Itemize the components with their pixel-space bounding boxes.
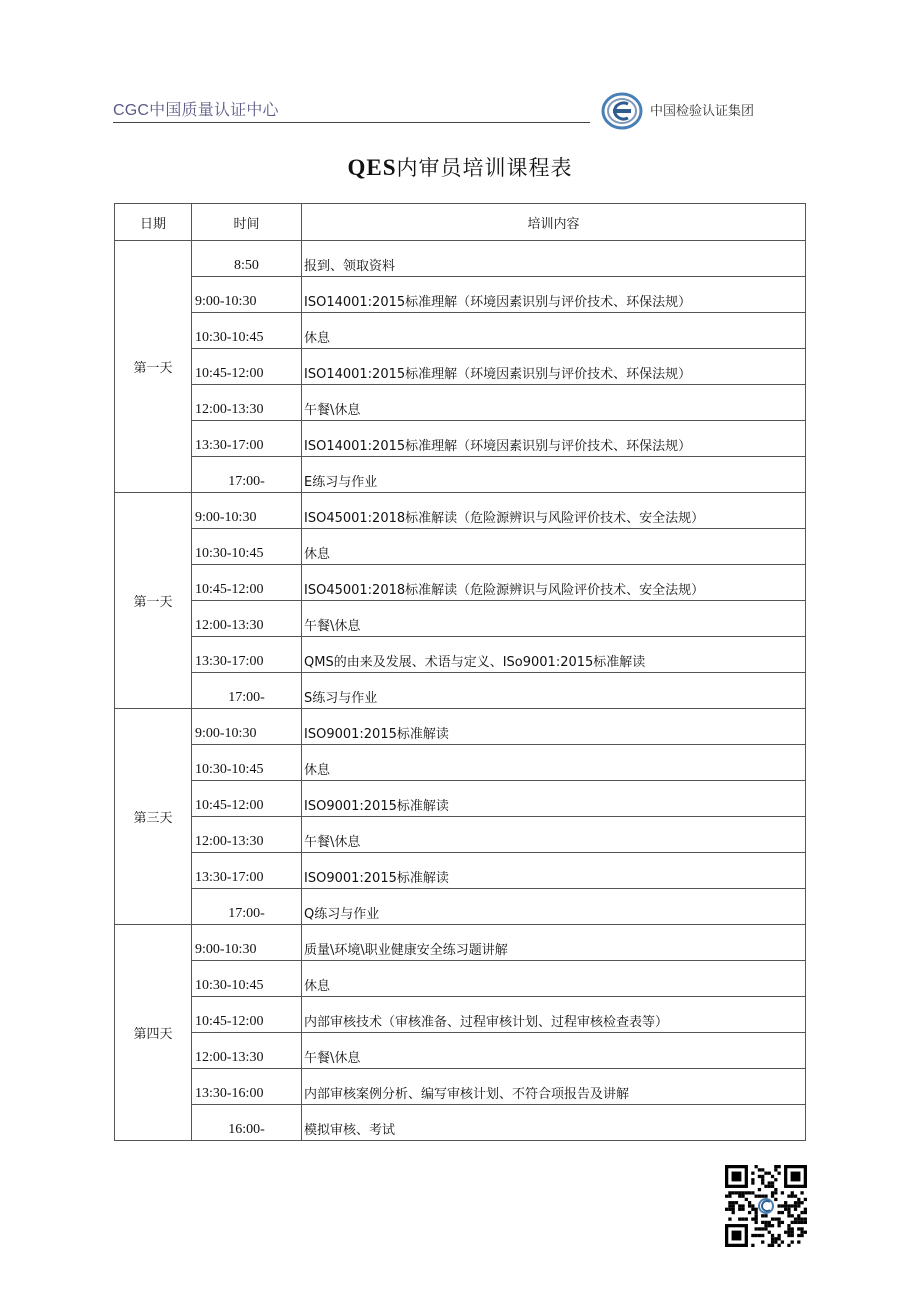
table-row xyxy=(115,1105,806,1141)
time-cell: 17:00- xyxy=(192,673,302,709)
page-title xyxy=(0,152,920,182)
content-cell: ISO9001:2015标准解读 xyxy=(302,853,806,889)
table-row xyxy=(115,889,806,925)
time-cell: 9:00-10:30 xyxy=(192,493,302,529)
schedule-body xyxy=(115,241,806,1141)
time-cell: 10:30-10:45 xyxy=(192,313,302,349)
table-row xyxy=(115,493,806,529)
table-row xyxy=(115,745,806,781)
header-time: 时间 xyxy=(192,204,302,241)
content-cell: 午餐\休息 xyxy=(302,601,806,637)
table-row xyxy=(115,529,806,565)
content-cell: 休息 xyxy=(302,313,806,349)
title-code: QES xyxy=(347,155,397,180)
time-cell: 9:00-10:30 xyxy=(192,709,302,745)
content-cell: 午餐\休息 xyxy=(302,1033,806,1069)
content-cell: 报到、领取资料 xyxy=(302,241,806,277)
title-text: 内审员培训课程表 xyxy=(396,156,573,180)
time-cell: 12:00-13:30 xyxy=(192,601,302,637)
header-divider xyxy=(113,122,590,123)
header-group-name: 中国检验认证集团 xyxy=(650,103,755,118)
table-row xyxy=(115,385,806,421)
table-row xyxy=(115,817,806,853)
time-cell: 8:50 xyxy=(192,241,302,277)
time-cell: 9:00-10:30 xyxy=(192,925,302,961)
header-org-name: CGC中国质量认证中心 xyxy=(113,102,279,119)
table-row xyxy=(115,313,806,349)
time-cell: 13:30-17:00 xyxy=(192,637,302,673)
day-label: 第四天 xyxy=(115,925,192,1141)
time-cell: 10:45-12:00 xyxy=(192,565,302,601)
day-label: 第一天 xyxy=(115,493,192,709)
content-cell: ISO45001:2018标准解读（危险源辨识与风险评价技术、安全法规） xyxy=(302,493,806,529)
content-cell: ISO14001:2015标准理解（环境因素识别与评价技术、环保法规） xyxy=(302,277,806,313)
time-cell: 12:00-13:30 xyxy=(192,385,302,421)
table-header-row xyxy=(115,204,806,241)
time-cell: 10:30-10:45 xyxy=(192,745,302,781)
time-cell: 13:30-16:00 xyxy=(192,1069,302,1105)
content-cell: QMS的由来及发展、术语与定义、ISo9001:2015标准解读 xyxy=(302,637,806,673)
time-cell: 9:00-10:30 xyxy=(192,277,302,313)
table-row xyxy=(115,349,806,385)
header-content: 培训内容 xyxy=(302,204,806,241)
content-cell: 模拟审核、考试 xyxy=(302,1105,806,1141)
content-cell: S练习与作业 xyxy=(302,673,806,709)
time-cell: 12:00-13:30 xyxy=(192,817,302,853)
content-cell: 质量\环境\职业健康安全练习题讲解 xyxy=(302,925,806,961)
time-cell: 13:30-17:00 xyxy=(192,853,302,889)
header-date: 日期 xyxy=(115,204,192,241)
table-row xyxy=(115,853,806,889)
content-cell: 内部审核技术（审核准备、过程审核计划、过程审核检查表等） xyxy=(302,997,806,1033)
content-cell: 休息 xyxy=(302,961,806,997)
ccic-logo-icon xyxy=(601,92,643,130)
content-cell: 午餐\休息 xyxy=(302,385,806,421)
table-row xyxy=(115,637,806,673)
time-cell: 16:00- xyxy=(192,1105,302,1141)
table-row xyxy=(115,457,806,493)
schedule-table xyxy=(114,203,806,1141)
table-row xyxy=(115,1069,806,1105)
qr-code-icon xyxy=(725,1165,807,1247)
content-cell: ISO9001:2015标准解读 xyxy=(302,709,806,745)
day-label: 第三天 xyxy=(115,709,192,925)
content-cell: 休息 xyxy=(302,745,806,781)
table-row xyxy=(115,673,806,709)
content-cell: ISO45001:2018标准解读（危险源辨识与风险评价技术、安全法规） xyxy=(302,565,806,601)
table-row xyxy=(115,601,806,637)
table-row xyxy=(115,1033,806,1069)
table-row xyxy=(115,961,806,997)
day-label: 第一天 xyxy=(115,241,192,493)
table-row xyxy=(115,421,806,457)
time-cell: 10:30-10:45 xyxy=(192,529,302,565)
time-cell: 10:45-12:00 xyxy=(192,349,302,385)
table-row xyxy=(115,997,806,1033)
time-cell: 13:30-17:00 xyxy=(192,421,302,457)
table-row xyxy=(115,241,806,277)
time-cell: 17:00- xyxy=(192,457,302,493)
time-cell: 10:30-10:45 xyxy=(192,961,302,997)
content-cell: Q练习与作业 xyxy=(302,889,806,925)
table-row xyxy=(115,925,806,961)
time-cell: 17:00- xyxy=(192,889,302,925)
content-cell: 内部审核案例分析、编写审核计划、不符合项报告及讲解 xyxy=(302,1069,806,1105)
content-cell: ISO9001:2015标准解读 xyxy=(302,781,806,817)
table-row xyxy=(115,277,806,313)
time-cell: 10:45-12:00 xyxy=(192,781,302,817)
table-row xyxy=(115,709,806,745)
table-row xyxy=(115,781,806,817)
table-row xyxy=(115,565,806,601)
content-cell: E练习与作业 xyxy=(302,457,806,493)
time-cell: 12:00-13:30 xyxy=(192,1033,302,1069)
content-cell: 休息 xyxy=(302,529,806,565)
time-cell: 10:45-12:00 xyxy=(192,997,302,1033)
content-cell: ISO14001:2015标准理解（环境因素识别与评价技术、环保法规） xyxy=(302,349,806,385)
content-cell: ISO14001:2015标准理解（环境因素识别与评价技术、环保法规） xyxy=(302,421,806,457)
content-cell: 午餐\休息 xyxy=(302,817,806,853)
